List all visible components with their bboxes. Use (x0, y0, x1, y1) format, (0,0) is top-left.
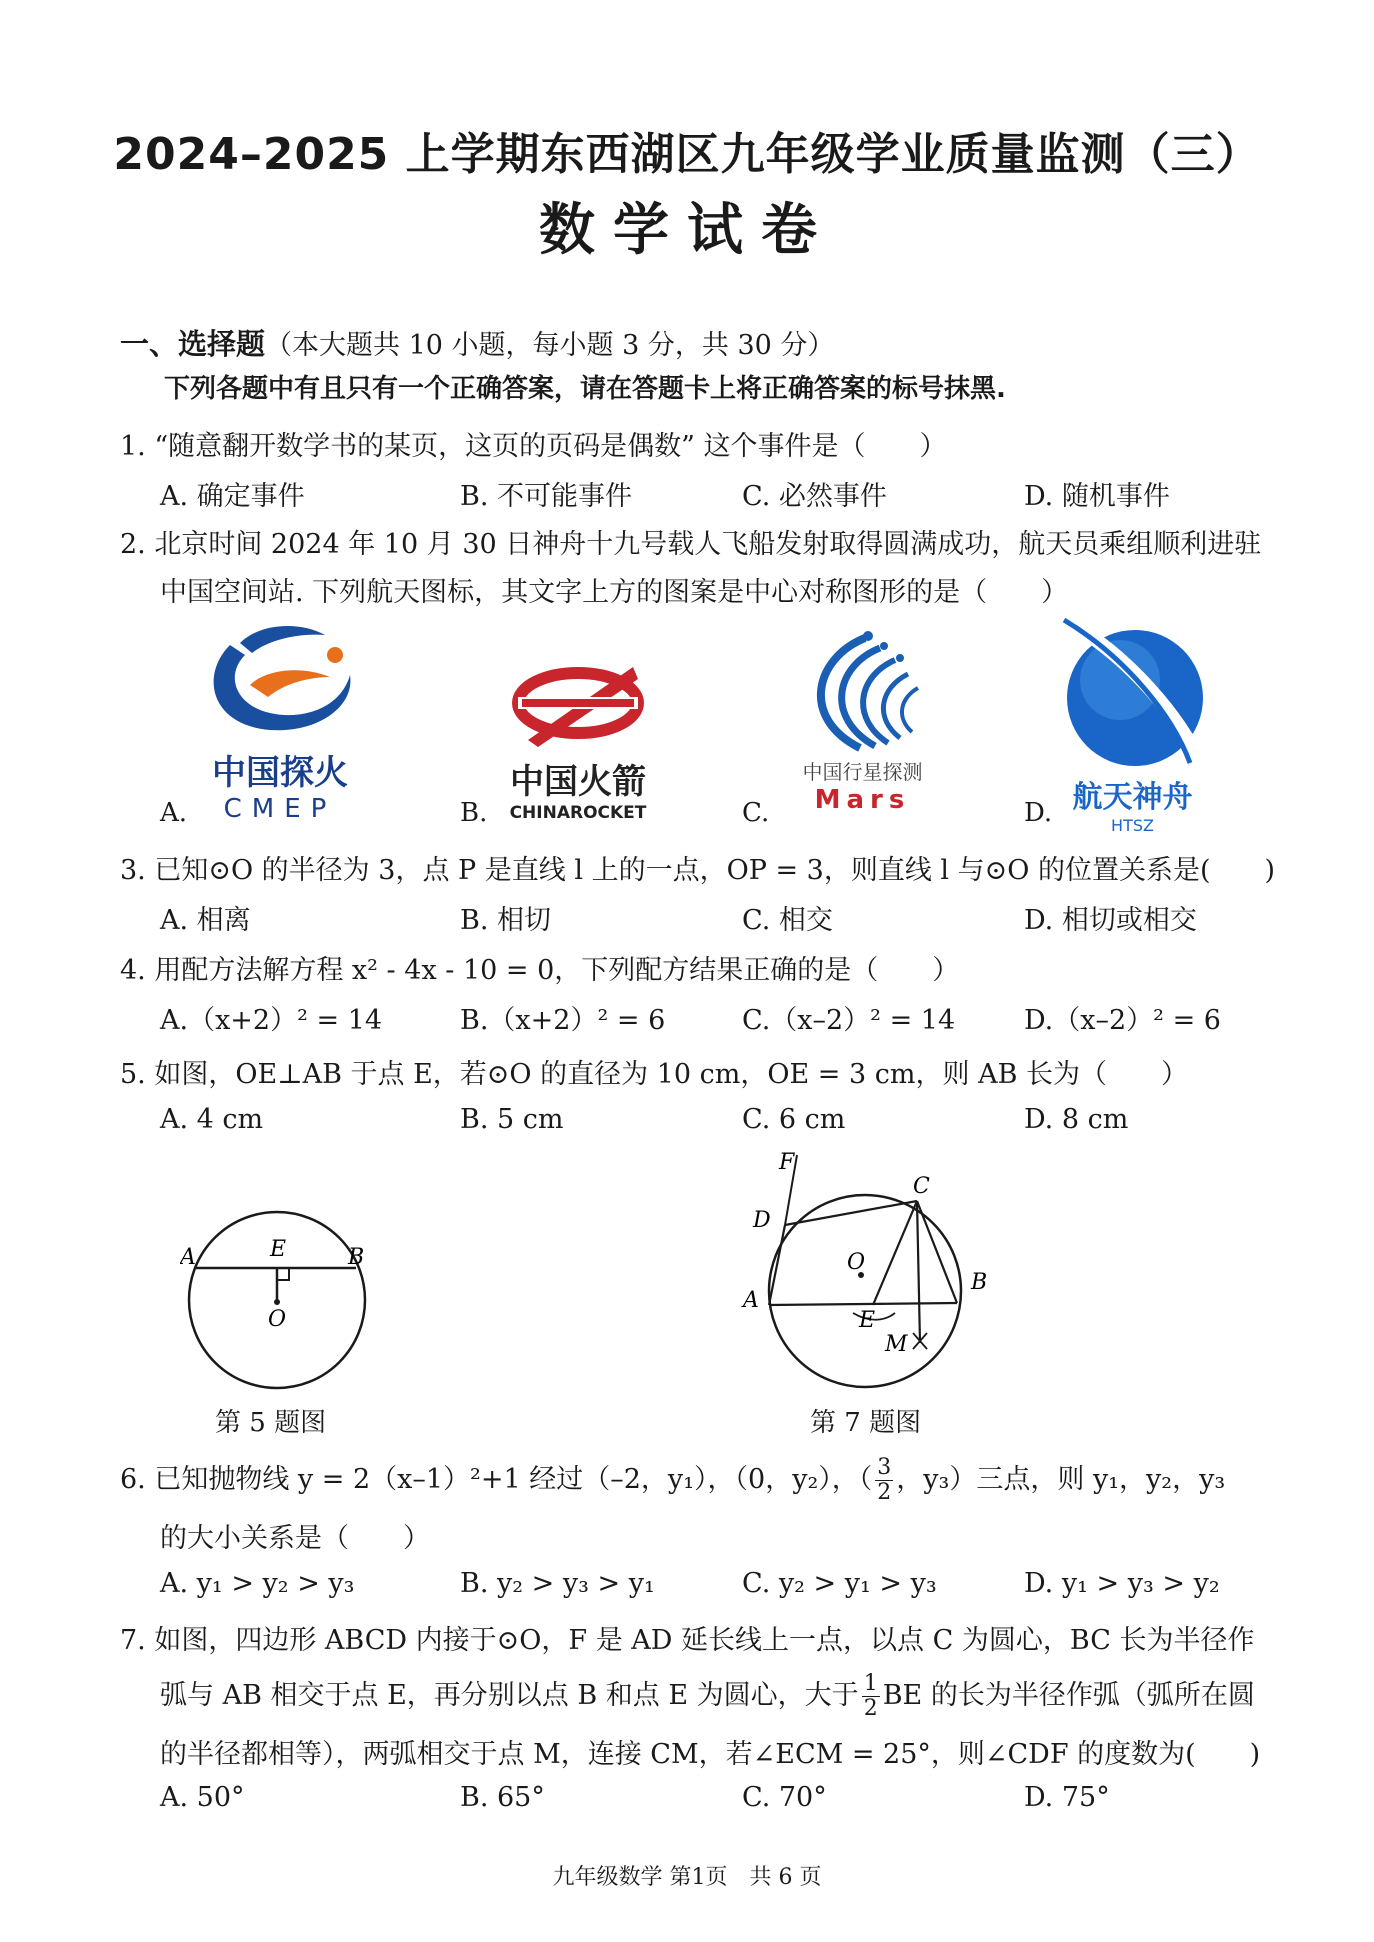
mars-subtext: Mars (814, 785, 911, 815)
figure-7-diagram (735, 1145, 1005, 1395)
question-7-text-a: 弧与 AB 相交于点 E，再分别以点 B 和点 E 为圆心，大于 (160, 1680, 859, 1711)
q3-option-a: A. 相离 (160, 905, 251, 936)
q3-option-b: B. 相切 (460, 905, 552, 936)
exam-title: 2024–2025 上学期东西湖区九年级学业质量监测（三） (113, 129, 1261, 180)
fig7-label-e: E (859, 1308, 876, 1333)
q3-option-d: D. 相切或相交 (1024, 905, 1197, 936)
q1-option-d: D. 随机事件 (1024, 481, 1170, 512)
section-note: （本大题共 10 小题，每小题 3 分，共 30 分） (265, 330, 835, 361)
cmep-text: 中国探火 (212, 753, 348, 793)
question-2-line2: 中国空间站. 下列航天图标，其文字上方的图案是中心对称图形的是（ ） (160, 577, 1069, 608)
question-4: 4. 用配方法解方程 x² - 4x - 10 = 0，下列配方结果正确的是（ ） (120, 955, 960, 986)
q7-fraction (862, 1672, 880, 1721)
q6-option-d: D. y₁ > y₃ > y₂ (1024, 1568, 1220, 1599)
q7-option-a: A. 50° (160, 1782, 245, 1813)
fig7-label-f: F (779, 1150, 795, 1175)
q7-option-d: D. 75° (1024, 1782, 1110, 1813)
question-2-line1: 2. 北京时间 2024 年 10 月 30 日神舟十九号载人飞船发射取得圆满成功，航天员乘组顺利进驻 (120, 529, 1262, 560)
logo-cmep (190, 615, 370, 825)
q7-frac-den: 2 (863, 1696, 878, 1721)
q6-fraction (875, 1456, 893, 1505)
figure-5-diagram (180, 1200, 380, 1390)
fig7-label-a: A (743, 1288, 759, 1313)
fig5-label-b: B (348, 1245, 365, 1270)
q2-option-c: C. (742, 798, 770, 828)
q6-frac-den: 2 (877, 1480, 892, 1505)
mars-text: 中国行星探测 (802, 760, 923, 784)
question-3: 3. 已知⊙O 的半径为 3，点 P 是直线 l 上的一点，OP = 3，则直线 l 与⊙O 的位置关系是( ) (120, 855, 1276, 886)
q6-frac-num: 3 (877, 1455, 892, 1480)
q5-option-a: A. 4 cm (160, 1104, 264, 1135)
q4-option-a: A.（x+2）² = 14 (160, 1005, 383, 1036)
q7-option-b: B. 65° (460, 1782, 545, 1813)
chinarocket-text: 中国火箭 (510, 762, 646, 802)
question-7-line2 (160, 1672, 1255, 1721)
question-7-line3: 的半径都相等），两弧相交于点 M，连接 CM，若∠ECM = 25°，则∠CDF 的度数为( ) (160, 1739, 1261, 1770)
fig7-label-d: D (753, 1208, 771, 1233)
question-6-line2: 的大小关系是（ ） (160, 1523, 430, 1554)
fig5-label-o: O (268, 1307, 287, 1332)
figure-5-caption: 第 5 题图 (215, 1408, 327, 1438)
q1-option-c: C. 必然事件 (742, 481, 887, 512)
fig7-label-b: B (971, 1270, 988, 1295)
question-6-line1 (120, 1456, 1225, 1505)
q6-option-b: B. y₂ > y₃ > y₁ (460, 1568, 655, 1599)
q2-option-b: B. (460, 798, 488, 828)
q4-option-d: D.（x–2）² = 6 (1024, 1005, 1221, 1036)
q4-option-b: B.（x+2）² = 6 (460, 1005, 666, 1036)
section-heading (120, 322, 834, 363)
section-instruction: 下列各题中有且只有一个正确答案，请在答题卡上将正确答案的标号抹黑. (164, 374, 1006, 404)
fig5-label-a: A (180, 1245, 196, 1270)
mars-emblem-icon (770, 618, 955, 758)
htsz-text: 航天神舟 (1072, 780, 1193, 815)
fig7-label-c: C (913, 1174, 930, 1199)
fig5-label-e: E (270, 1237, 287, 1262)
question-6-text-b: ，y₃）三点，则 y₁，y₂，y₃ (896, 1464, 1226, 1495)
chinarocket-subtext: CHINAROCKET (509, 803, 647, 823)
q1-option-a: A. 确定事件 (160, 481, 305, 512)
exam-subject: 数学试卷 (539, 198, 835, 263)
question-1: 1. “随意翻开数学书的某页，这页的页码是偶数” 这个事件是（ ） (120, 431, 947, 462)
q3-option-c: C. 相交 (742, 905, 833, 936)
htsz-subtext: HTSZ (1111, 816, 1154, 835)
q7-option-c: C. 70° (742, 1782, 827, 1813)
q4-option-c: C.（x–2）² = 14 (742, 1005, 956, 1036)
question-6-text-a: 6. 已知抛物线 y = 2（x–1）²+1 经过（–2，y₁），（0，y₂），（ (120, 1464, 873, 1495)
section-title: 一、选择题 (120, 327, 266, 361)
fig7-label-o: O (847, 1250, 866, 1275)
q2-option-a: A. (160, 798, 188, 828)
figure-7-caption: 第 7 题图 (810, 1408, 922, 1438)
cmep-subtext: CMEP (223, 794, 337, 824)
htsz-emblem-icon (1050, 618, 1215, 766)
page-footer: 九年级数学 第1页 共 6 页 (552, 1865, 822, 1890)
q5-option-b: B. 5 cm (460, 1104, 564, 1135)
logo-chinarocket (488, 655, 668, 825)
q7-frac-num: 1 (863, 1671, 878, 1696)
q6-option-a: A. y₁ > y₂ > y₃ (160, 1568, 355, 1599)
q2-option-d: D. (1024, 798, 1053, 828)
q6-option-c: C. y₂ > y₁ > y₃ (742, 1568, 937, 1599)
question-5: 5. 如图，OE⊥AB 于点 E，若⊙O 的直径为 10 cm，OE = 3 cm，则 AB 长为（ ） (120, 1059, 1189, 1090)
question-7-text-b: BE 的长为半径作弧（弧所在圆 (882, 1680, 1255, 1711)
q1-option-b: B. 不可能事件 (460, 481, 633, 512)
fig7-label-m: M (885, 1332, 908, 1357)
logo-htsz (1050, 618, 1215, 835)
cmep-emblem-icon (190, 615, 370, 745)
chinarocket-emblem-icon (488, 655, 668, 750)
logo-mars (770, 618, 955, 828)
q5-option-c: C. 6 cm (742, 1104, 846, 1135)
q5-option-d: D. 8 cm (1024, 1104, 1129, 1135)
question-7-line1: 7. 如图，四边形 ABCD 内接于⊙O，F 是 AD 延长线上一点，以点 C 为圆心，BC 长为半径作 (120, 1625, 1255, 1656)
